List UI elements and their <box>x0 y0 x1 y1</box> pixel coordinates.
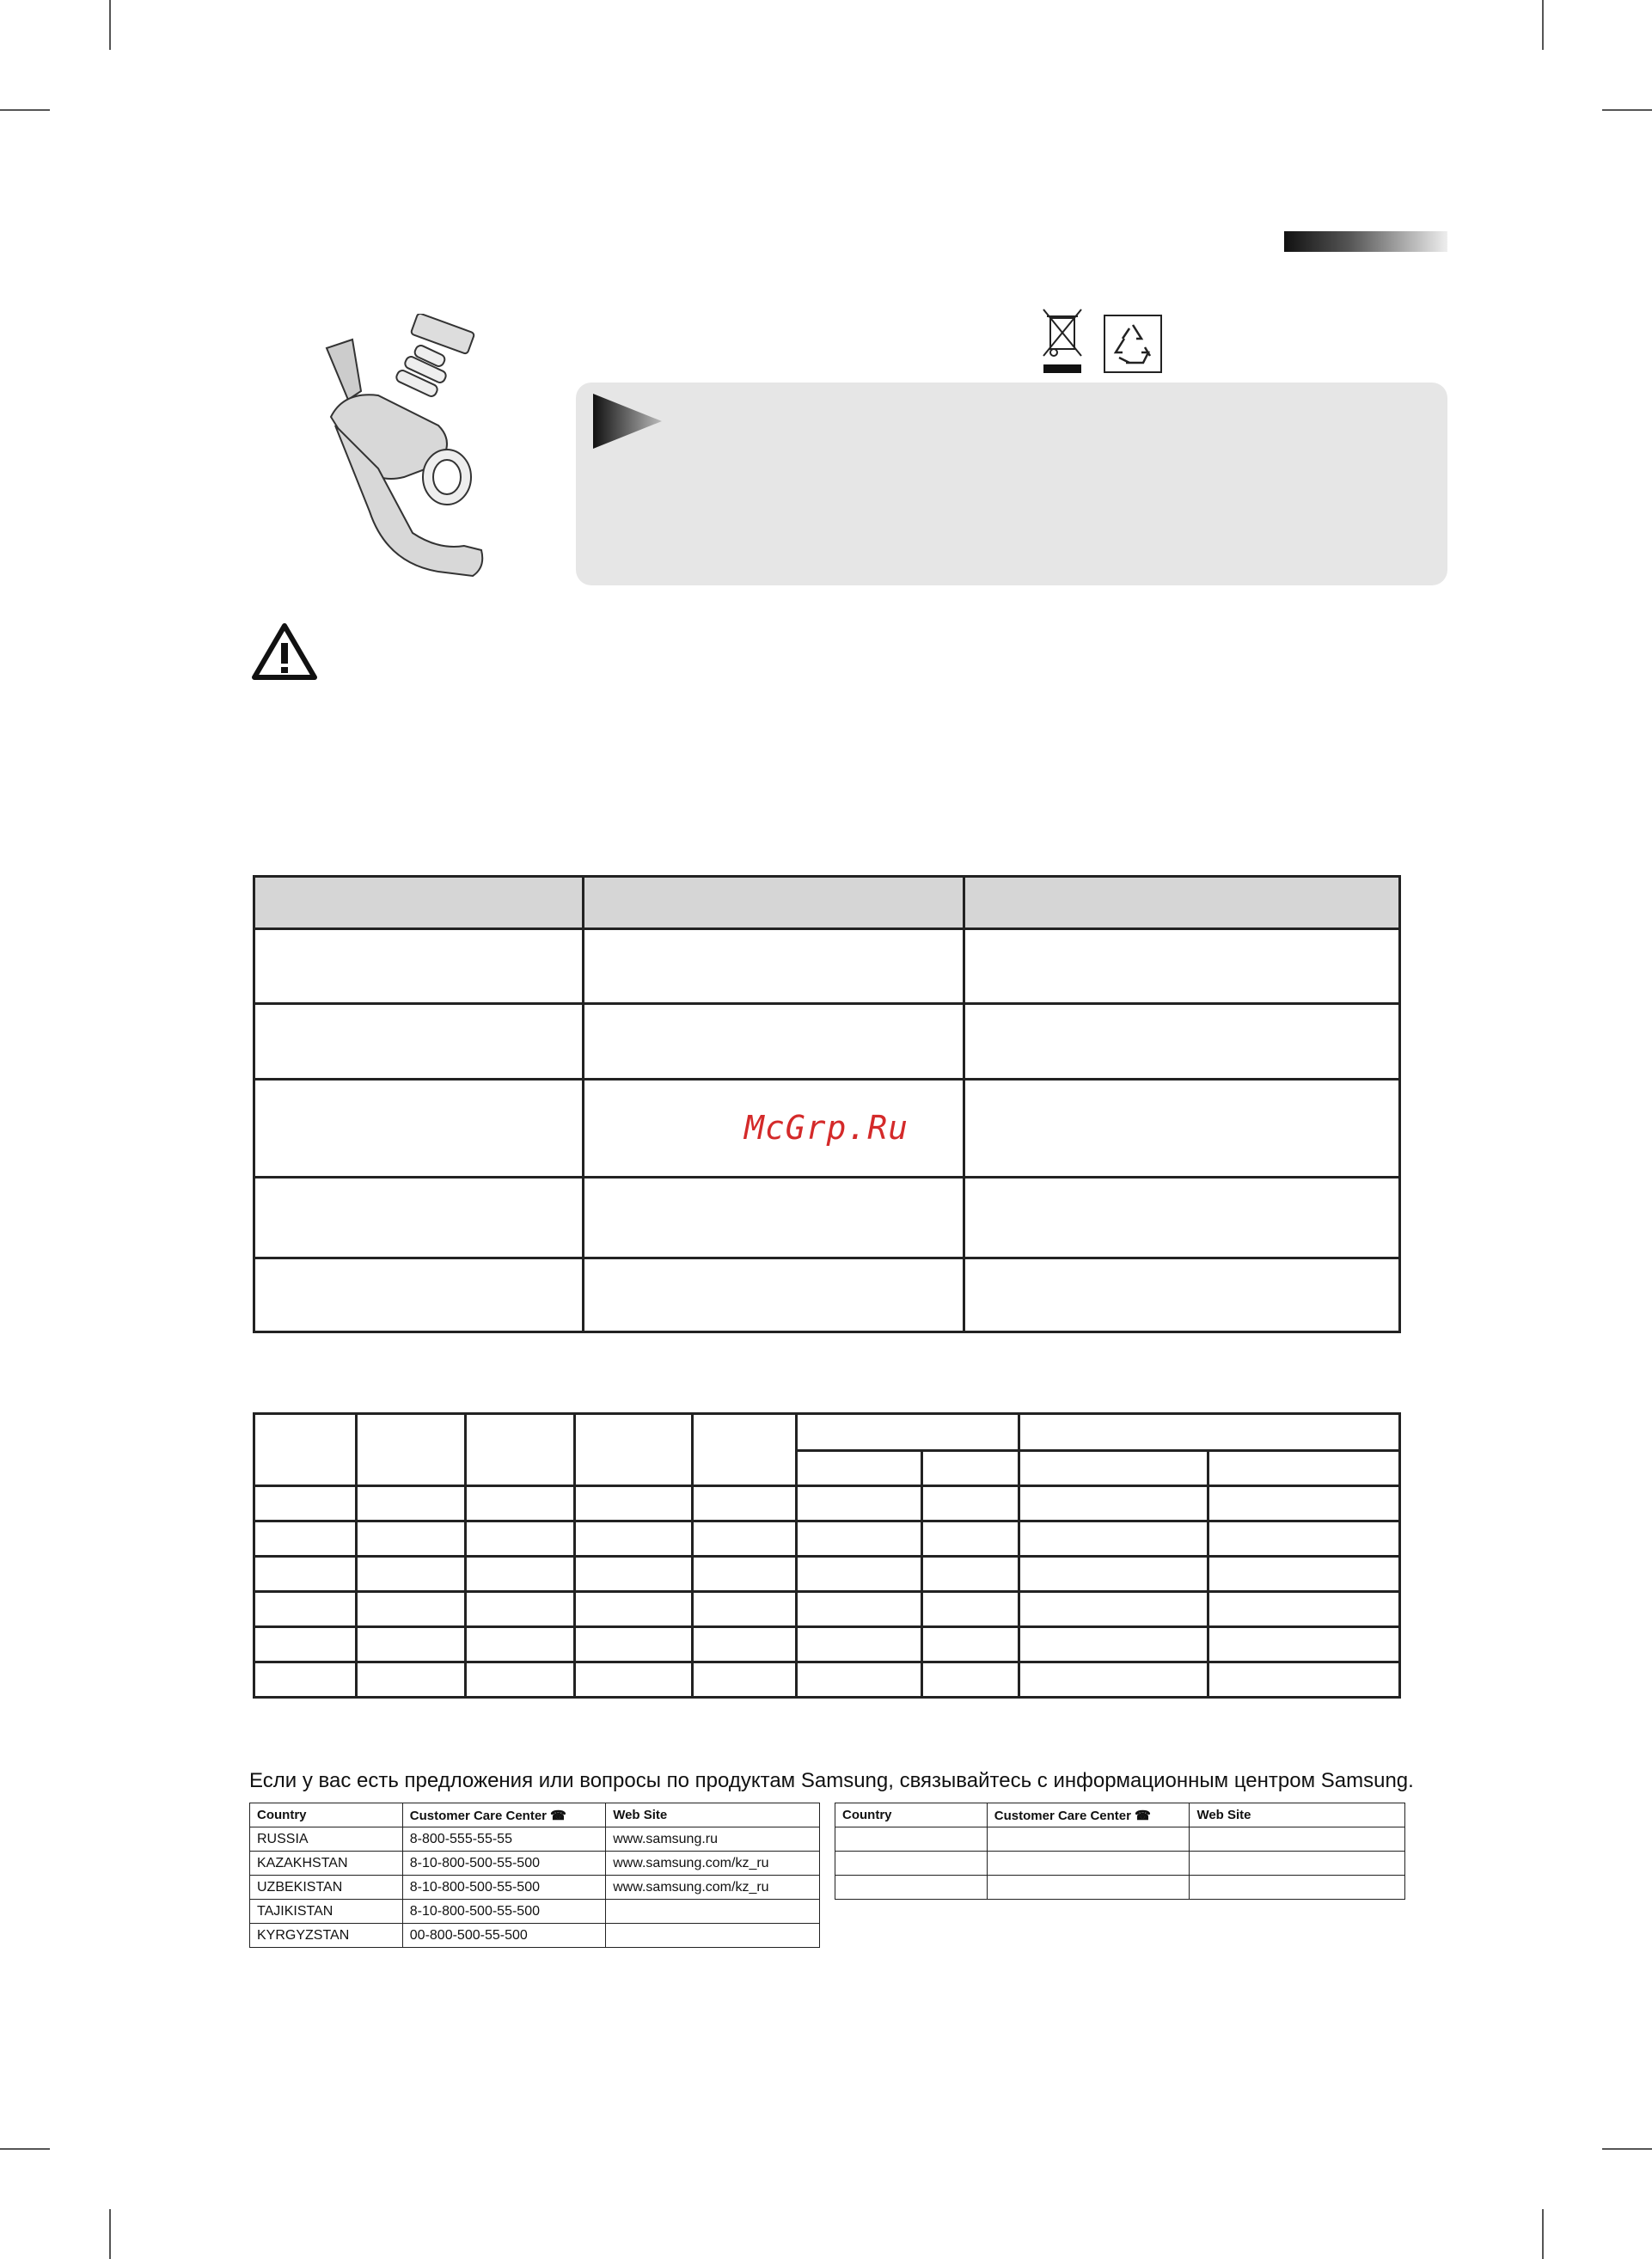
crop-mark <box>1602 2148 1652 2150</box>
table-header-row <box>250 1803 820 1827</box>
table-row <box>835 1827 1405 1852</box>
header-country: Country <box>250 1803 403 1827</box>
table-row <box>250 1876 820 1900</box>
section-header-bar <box>1284 231 1447 252</box>
phone-cell: 8-10-800-500-55-500 <box>402 1876 605 1900</box>
country-cell: RUSSIA <box>250 1827 403 1852</box>
contacts-table-right <box>835 1803 1405 1900</box>
table-row <box>250 1852 820 1876</box>
header-country: Country <box>835 1803 988 1827</box>
phone-cell: 8-800-555-55-55 <box>402 1827 605 1852</box>
crop-mark <box>0 2148 50 2150</box>
crop-mark <box>1602 109 1652 111</box>
table-row <box>250 1924 820 1948</box>
website-cell: www.samsung.ru <box>606 1827 820 1852</box>
crop-mark <box>109 0 111 50</box>
crop-mark <box>109 2209 111 2259</box>
recycle-icon <box>1104 315 1162 373</box>
table-row <box>254 1557 1400 1592</box>
table-header-row <box>254 1414 1400 1451</box>
table-header-row <box>254 877 1400 929</box>
header-web-site: Web Site <box>606 1803 820 1827</box>
phone-cell: 8-10-800-500-55-500 <box>402 1852 605 1876</box>
table-header-cell <box>964 877 1400 929</box>
crop-mark <box>1542 0 1544 50</box>
remote-handle-illustration <box>309 314 499 589</box>
spec-table <box>253 875 1401 1333</box>
table-row <box>250 1900 820 1924</box>
crop-mark <box>1542 2209 1544 2259</box>
table-row <box>254 1521 1400 1557</box>
parts-table <box>253 1412 1401 1699</box>
website-cell <box>606 1900 820 1924</box>
table-row <box>254 929 1400 1004</box>
table-row <box>835 1852 1405 1876</box>
note-box <box>576 383 1447 585</box>
website-cell: www.samsung.com/kz_ru <box>606 1852 820 1876</box>
website-cell <box>606 1924 820 1948</box>
table-row <box>254 1592 1400 1627</box>
phone-cell: 00-800-500-55-500 <box>402 1924 605 1948</box>
table-header-cell <box>584 877 964 929</box>
phone-cell: 8-10-800-500-55-500 <box>402 1900 605 1924</box>
website-cell: www.samsung.com/kz_ru <box>606 1876 820 1900</box>
crop-mark <box>0 109 50 111</box>
table-row <box>250 1827 820 1852</box>
warning-icon <box>251 621 318 683</box>
header-web-site: Web Site <box>1190 1803 1405 1827</box>
watermark: McGrp.Ru <box>744 1109 909 1147</box>
table-row <box>254 1178 1400 1258</box>
table-header-cell <box>254 877 584 929</box>
table-row <box>254 1662 1400 1698</box>
table-row <box>835 1876 1405 1900</box>
contacts-table-left <box>249 1803 820 1948</box>
header-care-center: Customer Care Center ☎ <box>402 1803 605 1827</box>
table-row <box>254 1004 1400 1080</box>
country-cell: KYRGYZSTAN <box>250 1924 403 1948</box>
country-cell: UZBEKISTAN <box>250 1876 403 1900</box>
weee-bin-icon <box>1040 306 1085 378</box>
table-row <box>254 1486 1400 1521</box>
table-row <box>254 1627 1400 1662</box>
country-cell: TAJIKISTAN <box>250 1900 403 1924</box>
country-cell: KAZAKHSTAN <box>250 1852 403 1876</box>
table-header-row <box>835 1803 1405 1827</box>
info-text: Если у вас есть предложения или вопросы по продуктам Samsung, связывайтесь с информационным центром Samsung. <box>249 1769 1414 1792</box>
table-row <box>254 1258 1400 1332</box>
header-care-center: Customer Care Center ☎ <box>987 1803 1190 1827</box>
